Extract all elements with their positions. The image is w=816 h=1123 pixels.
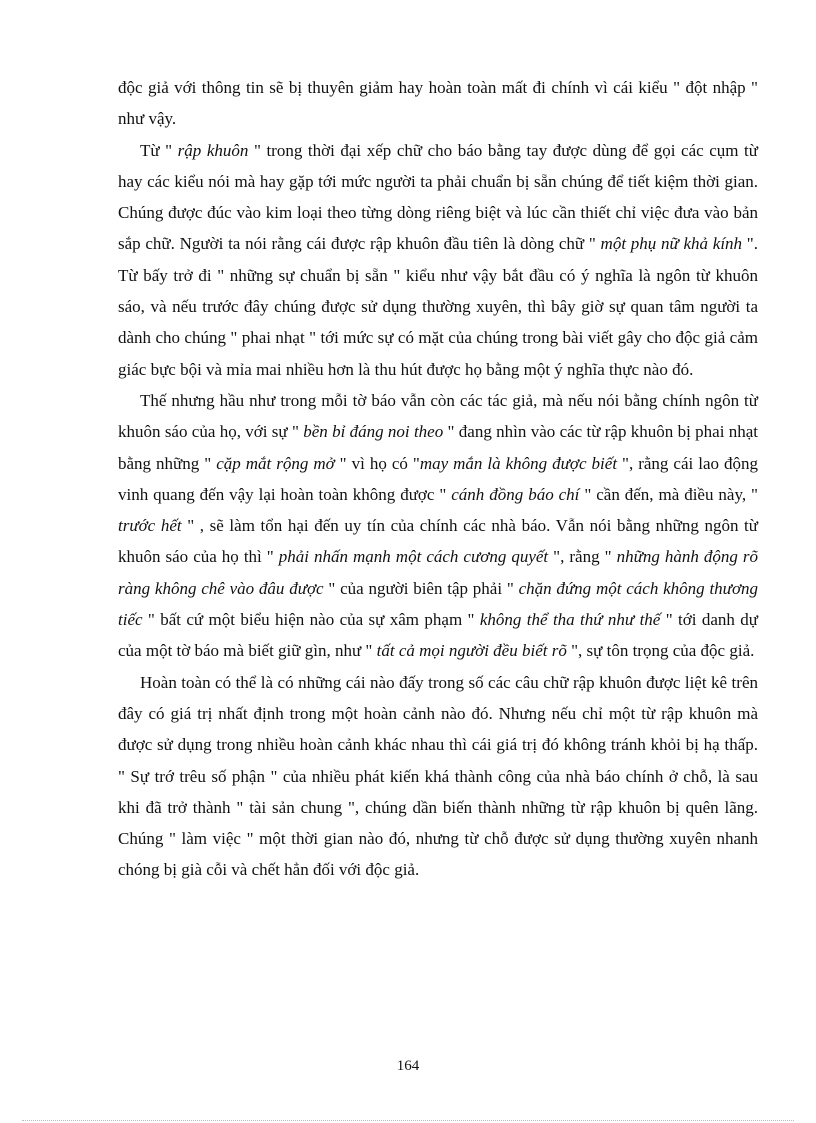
text-run: " tới danh dự của một tờ báo mà biết giữ gìn, như " — [118, 610, 758, 661]
italic-phrase: bền bỉ đáng noi theo — [303, 422, 444, 442]
italic-phrase: tất cả mọi người đều biết rõ — [376, 641, 567, 661]
text-run: ", rằng cái lao động vinh quang đến vậy lại hoàn toàn không được " — [118, 453, 758, 504]
text-run: ". Từ bấy trở đi " những sự chuẩn bị sẵn " kiểu như vậy bắt đầu có ý nghĩa là ngôn từ khuôn sáo, và nếu trước đây chúng được sử dụng thường xuyên, thì bây giờ sự quan tâm người ta dành cho chúng " phai nhạt " tới mức sự có mặt của chúng trong bài viết gây cho độc giả cảm giác bực bội và mỉa mai nhiều hơn là thu hút được họ bằng một ý nghĩa thực nào đó. — [118, 234, 758, 379]
text-run: ", rằng " — [548, 547, 617, 567]
paragraph — [118, 135, 758, 385]
text-run: " trong thời đại xếp chữ cho báo bằng tay được dùng để gọi các cụm từ hay các kiểu nói mà hay gặp tới mức người ta phải chuẩn bị sẵn chúng để tiết kiệm thời gian. Chúng được đúc vào kim loại theo từng dòng riêng biệt và lúc cần thiết chỉ việc đưa vào bản sắp chữ. Người ta nói rằng cái được rập khuôn đầu tiên là dòng chữ " — [118, 140, 758, 254]
text-run: Hoàn toàn có thể là có những cái nào đấy trong số các câu chữ rập khuôn được liệt kê trên đây có giá trị nhất định trong một hoàn cảnh nào đó. Nhưng nếu chỉ một từ rập khuôn mà được sử dụng trong nhiều hoàn cảnh khác nhau thì cái giá trị đó không tránh khỏi bị hạ thấp. " Sự trớ trêu số phận " của nhiều phát kiến khá thành công của nhà báo chính ở chỗ, là sau khi đã trở thành " tài sản chung ", chúng dần biến thành những từ rập khuôn bị quên lãng. Chúng " làm việc " một thời gian nào đó, nhưng từ chỗ được sử dụng thường xuyên nhanh chóng bị già cỗi và chết hẳn đối với độc giả. — [118, 672, 758, 880]
page-number: 164 — [396, 1058, 420, 1074]
italic-phrase: may mắn là không được biết — [419, 453, 618, 473]
text-run: " , sẽ làm tổn hại đến uy tín của chính các nhà báo. Vẫn nói bằng những ngôn từ khuôn sáo của họ thì " — [118, 516, 758, 567]
italic-phrase: phải nhấn mạnh một cách cương quyết — [278, 547, 549, 567]
text-run: " cần đến, mà điều này, " — [579, 484, 758, 504]
italic-phrase: cánh đồng báo chí — [451, 484, 580, 504]
text-run: " bất cứ một biểu hiện nào của sự xâm phạm " — [142, 610, 480, 630]
paragraph — [118, 667, 758, 886]
text-run: ", sự tôn trọng của độc giả. — [566, 641, 755, 661]
paragraph — [118, 385, 758, 667]
text-run: độc giả với thông tin sẽ bị thuyên giảm hay hoàn toàn mất đi chính vì cái kiểu " đột nhập " như vậy. — [118, 78, 758, 129]
text-run: Thế nhưng hầu như trong mỗi tờ báo vẫn còn các tác giả, mà nếu nói bằng chính ngôn từ khuôn sáo của họ, với sự " — [118, 390, 758, 442]
italic-phrase: trước hết — [118, 516, 182, 536]
italic-phrase: không thể tha thứ như thế — [479, 610, 661, 630]
italic-phrase: một phụ nữ khả kính — [600, 234, 743, 254]
italic-phrase: rập khuôn — [177, 140, 249, 160]
paragraph — [118, 72, 758, 135]
italic-phrase: những hành động rõ ràng không chê vào đâu được — [118, 547, 759, 598]
document-body — [118, 72, 758, 886]
page-bottom-divider — [22, 1120, 794, 1121]
text-run: " vì họ có " — [334, 453, 420, 473]
text-run: " của người biên tập phải " — [323, 578, 519, 598]
text-run: Từ " — [140, 140, 178, 160]
italic-phrase: cặp mắt rộng mở — [216, 453, 335, 473]
text-run: " đang nhìn vào các từ rập khuôn bị phai nhạt bằng những " — [118, 422, 759, 473]
italic-phrase: chặn đứng một cách không thương tiếc — [118, 578, 759, 630]
